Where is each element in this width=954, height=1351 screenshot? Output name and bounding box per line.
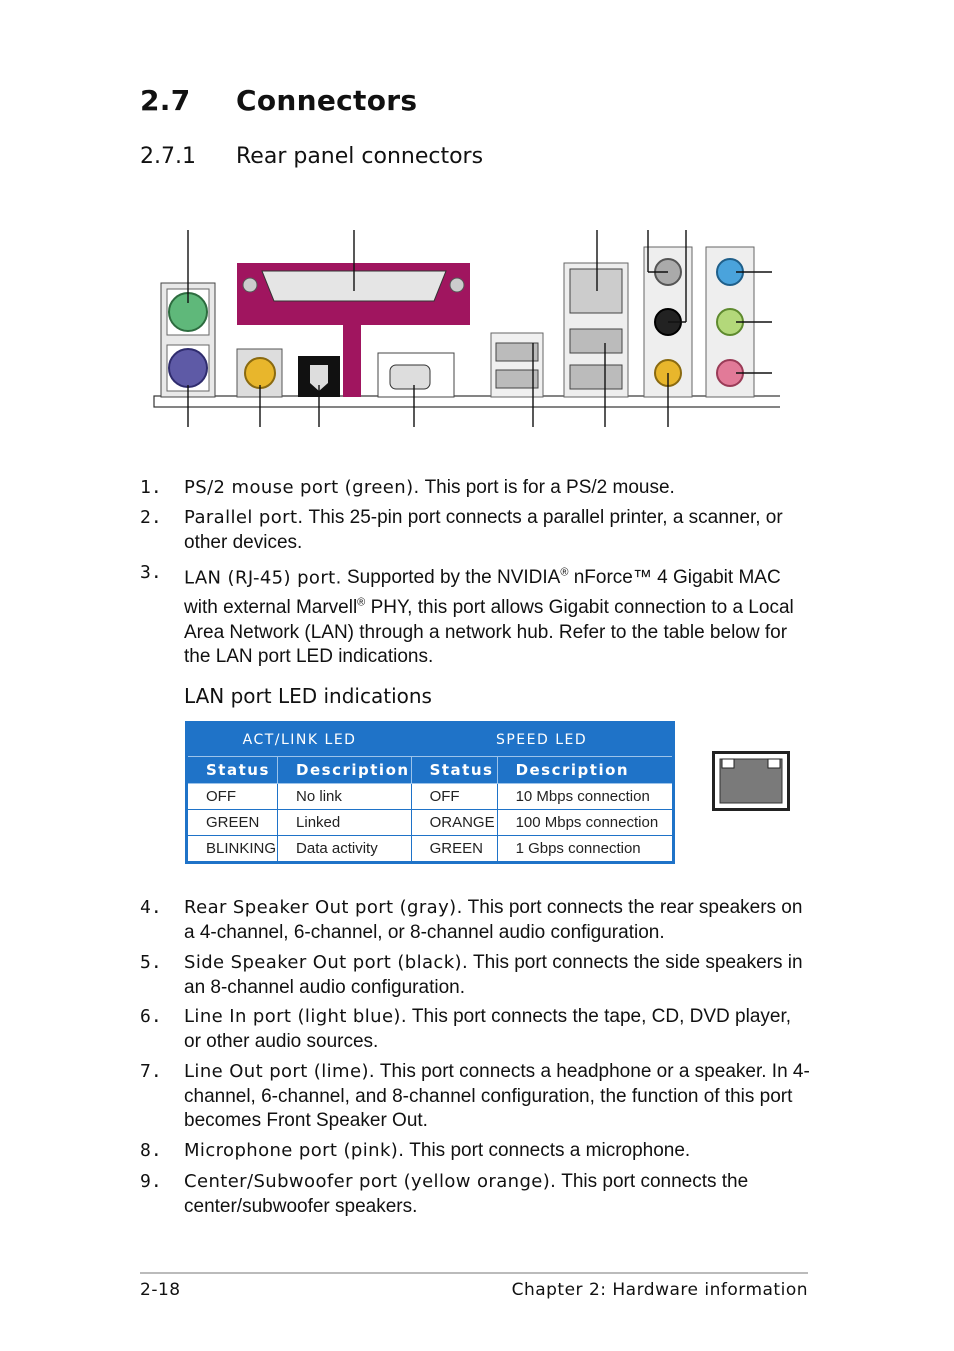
- item-number: 7.: [140, 1061, 162, 1082]
- item-desc: This port is for a PS/2 mouse.: [424, 477, 675, 498]
- col-header: Description: [497, 757, 673, 784]
- table-cell: No link: [278, 784, 412, 810]
- item-desc: This port connects the center/subwoofer speakers.: [184, 1171, 749, 1217]
- list-item: [140, 896, 810, 945]
- led-table-title: LAN port LED indications: [184, 684, 432, 708]
- lan-port: [570, 269, 622, 313]
- lan-port-led-illustration: [712, 751, 790, 811]
- subsection-number: 2.7.1: [140, 144, 196, 169]
- speed-led: [768, 759, 780, 768]
- item-number: 2.: [140, 507, 162, 528]
- item-number: 5.: [140, 952, 162, 973]
- table-cell: OFF: [187, 784, 278, 810]
- table-cell: ORANGE: [411, 810, 497, 836]
- section-heading: [140, 84, 417, 117]
- item-number: 9.: [140, 1171, 162, 1192]
- item-lead: Center/Subwoofer port (yellow orange).: [184, 1171, 557, 1192]
- item-lead: Parallel port.: [184, 507, 304, 528]
- lan-usb-stack: [564, 263, 628, 397]
- table-cell: 1 Gbps connection: [497, 836, 673, 863]
- item-lead: Microphone port (pink).: [184, 1140, 405, 1161]
- section-title: Connectors: [236, 84, 418, 117]
- table-cell: 100 Mbps connection: [497, 810, 673, 836]
- item-number: 4.: [140, 897, 162, 918]
- subsection-heading: [140, 144, 483, 169]
- list-item: [140, 506, 810, 555]
- coaxial-spdif-port: [245, 358, 275, 388]
- item-number: 8.: [140, 1140, 162, 1161]
- table-row: [187, 836, 674, 863]
- item-lead: Line Out port (lime).: [184, 1061, 375, 1082]
- table-cell: BLINKING: [187, 836, 278, 863]
- item-desc: This port connects a headphone or a speaker. In 4-channel, 6-channel, and 8-channel configuration, the function of this port becomes Front Speaker Out.: [184, 1061, 810, 1131]
- led-group-act-link: ACT/LINK LED: [187, 723, 412, 757]
- table-cell: OFF: [411, 784, 497, 810]
- item-number: 6.: [140, 1006, 162, 1027]
- chapter-title: Chapter 2: Hardware information: [511, 1280, 808, 1300]
- item-desc: Supported by the NVIDIA® nForce™ 4 Gigabit MAC with external Marvell® PHY, this port allows Gigabit connection to a Local Area Network (LAN) through a network hub. Refer to the table below for the LAN port LED indications.: [184, 567, 794, 668]
- led-group-speed: SPEED LED: [411, 723, 673, 757]
- table-cell: 10 Mbps connection: [497, 784, 673, 810]
- list-item: [140, 476, 810, 501]
- item-lead: LAN (RJ-45) port.: [184, 567, 342, 589]
- usb-ports-left: [491, 333, 543, 397]
- col-header: Status: [411, 757, 497, 784]
- item-desc: This port connects the side speakers in an 8-channel audio configuration.: [184, 952, 803, 998]
- ps2-keyboard-port: [169, 349, 207, 387]
- table-row: [187, 810, 674, 836]
- table-row: [187, 784, 674, 810]
- act-link-led: [722, 759, 734, 768]
- table-cell: GREEN: [411, 836, 497, 863]
- item-desc: This port connects a microphone.: [409, 1140, 691, 1161]
- item-lead: Rear Speaker Out port (gray).: [184, 897, 463, 918]
- section-number: 2.7: [140, 84, 191, 117]
- item-number: 3.: [140, 562, 162, 583]
- item-desc: This port connects the tape, CD, DVD player, or other audio sources.: [184, 1006, 792, 1052]
- col-header: Status: [187, 757, 278, 784]
- item-number: 1.: [140, 477, 162, 498]
- item-lead: Side Speaker Out port (black).: [184, 952, 469, 973]
- list-item: [140, 1005, 810, 1054]
- subsection-title: Rear panel connectors: [236, 144, 484, 169]
- list-item: [140, 1170, 810, 1219]
- item-desc: This port connects the rear speakers on a 4-channel, 6-channel, or 8-channel audio configuration.: [184, 897, 803, 943]
- item-lead: Line In port (light blue).: [184, 1006, 407, 1027]
- list-item: [140, 1139, 810, 1164]
- list-item: [140, 951, 810, 1000]
- col-header: Description: [278, 757, 412, 784]
- table-cell: Data activity: [278, 836, 412, 863]
- list-item: [140, 561, 810, 670]
- item-desc: This 25-pin port connects a parallel printer, a scanner, or other devices.: [184, 507, 783, 553]
- table-cell: Linked: [278, 810, 412, 836]
- rear-panel-diagram: [150, 225, 780, 430]
- item-lead: PS/2 mouse port (green).: [184, 477, 420, 498]
- led-table: [185, 721, 675, 864]
- table-cell: GREEN: [187, 810, 278, 836]
- page-number: 2-18: [140, 1280, 181, 1300]
- list-item: [140, 1060, 810, 1134]
- panel-plate: [154, 396, 780, 407]
- footer-divider: [140, 1272, 808, 1274]
